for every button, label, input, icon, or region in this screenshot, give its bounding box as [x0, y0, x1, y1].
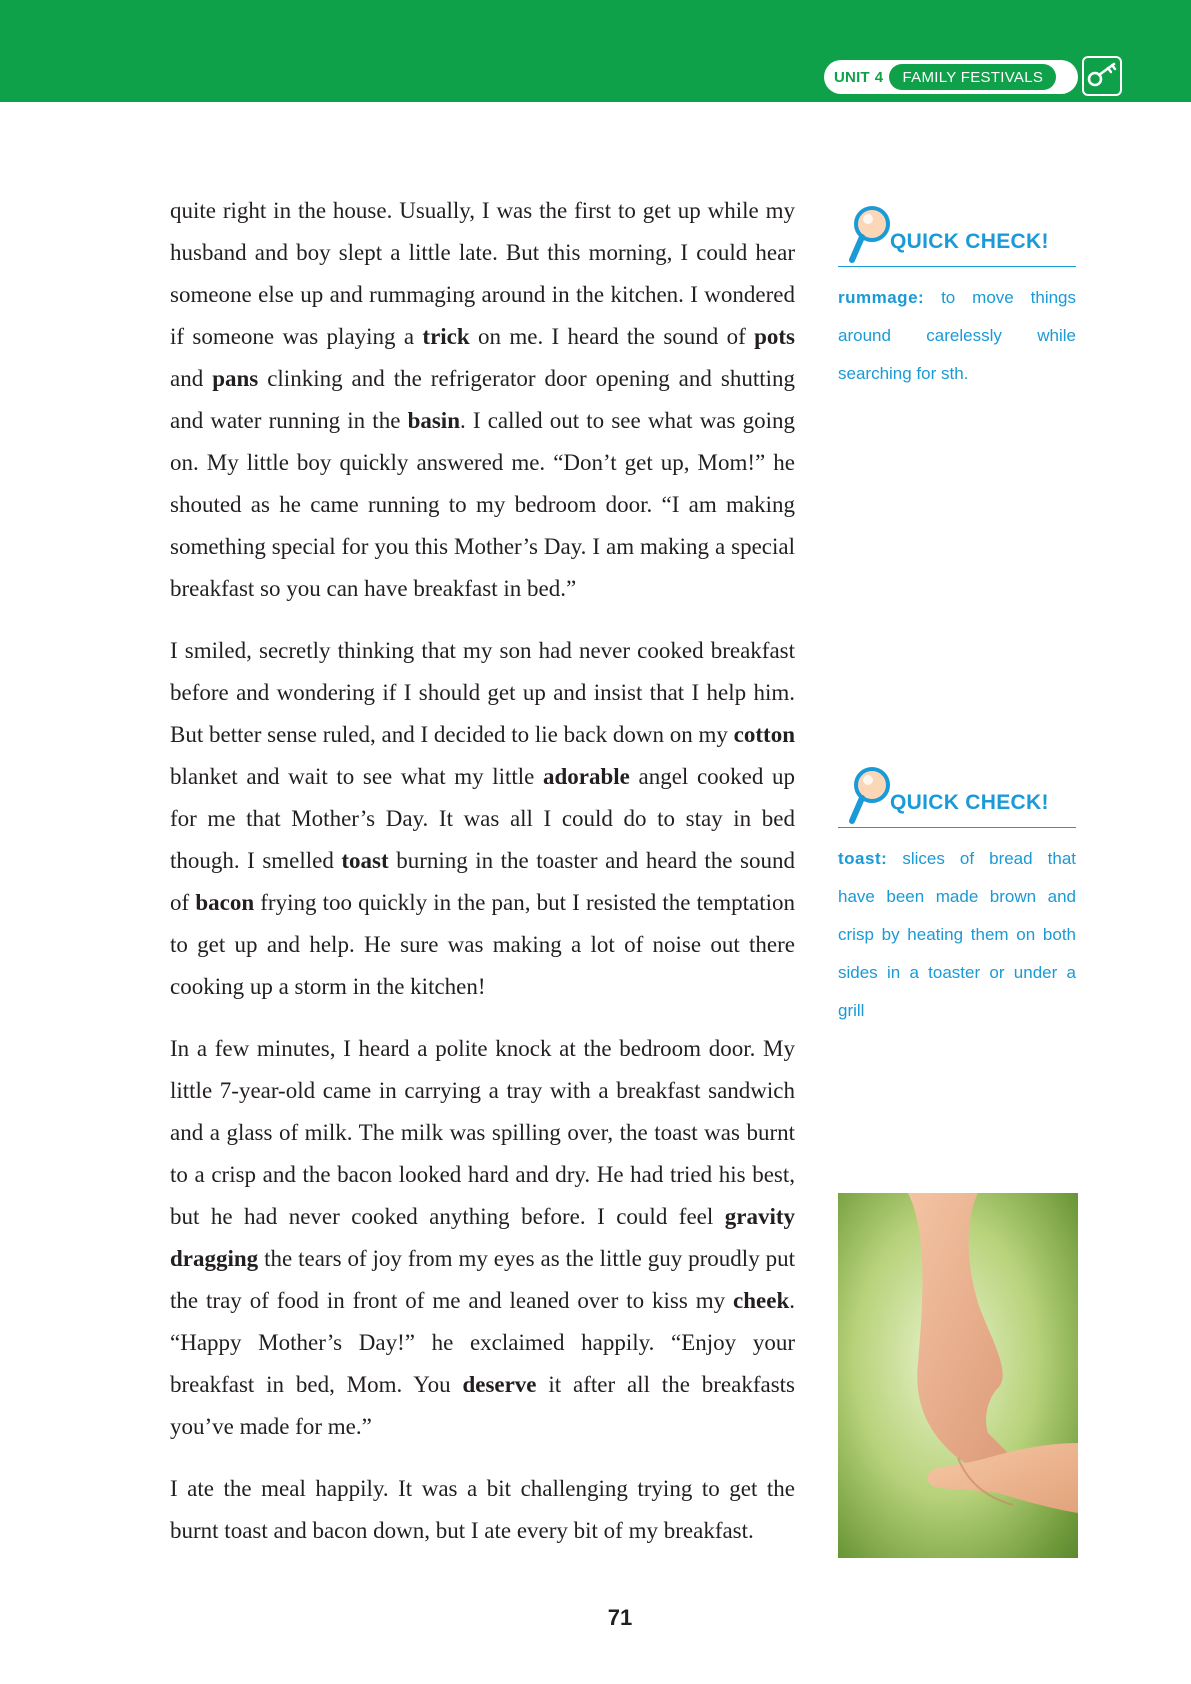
keyword: adorable [543, 764, 630, 789]
quick-check-title: QUICK CHECK! [890, 791, 1049, 814]
quick-check-rummage [838, 204, 1076, 393]
definition: rummage: to move things around carelessly while searching for sth. [838, 288, 1076, 383]
unit-number: 4 [874, 68, 884, 86]
quick-check-toast [838, 765, 1076, 1030]
keyword: bacon [195, 890, 255, 915]
paragraph-2: I smiled, secretly thinking that my son had never cooked breakfast before and wondering if I should get up and insist that I help him. But better sense ruled, and I decided to lie back down on my cotton blanket and wait to see what my little adorable angel cooked up for me that Mother’s Day. It was all I could do to stay in bed though. I smelled toast burning in the toaster and heard the sound of bacon frying too quickly in the pan, but I resisted the temptation to get up and help. He sure was making a lot of noise out there cooking up a storm in the kitchen! [170, 638, 795, 999]
keyword: toast [341, 848, 389, 873]
term: toast: [838, 849, 888, 868]
keyword: cotton [733, 722, 795, 747]
page-number: 71 [607, 1605, 633, 1630]
paragraph-3: In a few minutes, I heard a polite knock at the bedroom door. My little 7-year-old came in carrying a tray with a breakfast sandwich and a glass of milk. The milk was spilling over, the toast was burnt to a crisp and the bacon looked hard and dry. He had tried his best, but he had never cooked anything before. I could feel gravity dragging the tears of joy from my eyes as the little guy proudly put the tray of food in front of me and leaned over to kiss my cheek. “Happy Mother’s Day!” he exclaimed happily. “Enjoy your breakfast in bed, Mom. You deserve it after all the breakfasts you’ve made for me.” [170, 1036, 795, 1439]
paragraph-4: I ate the meal happily. It was a bit challenging trying to get the burnt toast and bacon down, but I ate every bit of my breakfast. [170, 1476, 795, 1543]
unit-label: UNIT 4 [834, 68, 884, 86]
definition: toast: slices of bread that have been made brown and crisp by heating them on both sides in a toaster or under a grill [838, 849, 1076, 1020]
section-title: FAMILY FESTIVALS [889, 64, 1056, 90]
keyword: pans [212, 366, 259, 391]
keyword: deserve [462, 1372, 537, 1397]
keyword: pots [754, 324, 796, 349]
unit-badge [824, 60, 1078, 94]
quick-check-title: QUICK CHECK! [890, 230, 1049, 253]
keyword: trick [422, 324, 470, 349]
story-text [170, 190, 795, 1572]
term: rummage: [838, 288, 925, 307]
keyword: gravity dragging [170, 1204, 795, 1271]
keyword: cheek [733, 1288, 790, 1313]
key-icon [1082, 56, 1122, 96]
paragraph-1: quite right in the house. Usually, I was the first to get up while my husband and boy slept a little late. But this morning, I could hear someone else up and rummaging around in the kitchen. I wondered if someone was playing a trick on me. I heard the sound of pots and pans clinking and the refrigerator door opening and shutting and water running in the basin. I called out to see what was going on. My little boy quickly answered me. “Don’t get up, Mom!” he shouted as he came running to my bedroom door. “I am making something special for you this Mother’s Day. I am making a special breakfast so you can have breakfast in bed.” [170, 198, 796, 601]
hands-photo [838, 1193, 1078, 1558]
keyword: basin [407, 408, 460, 433]
